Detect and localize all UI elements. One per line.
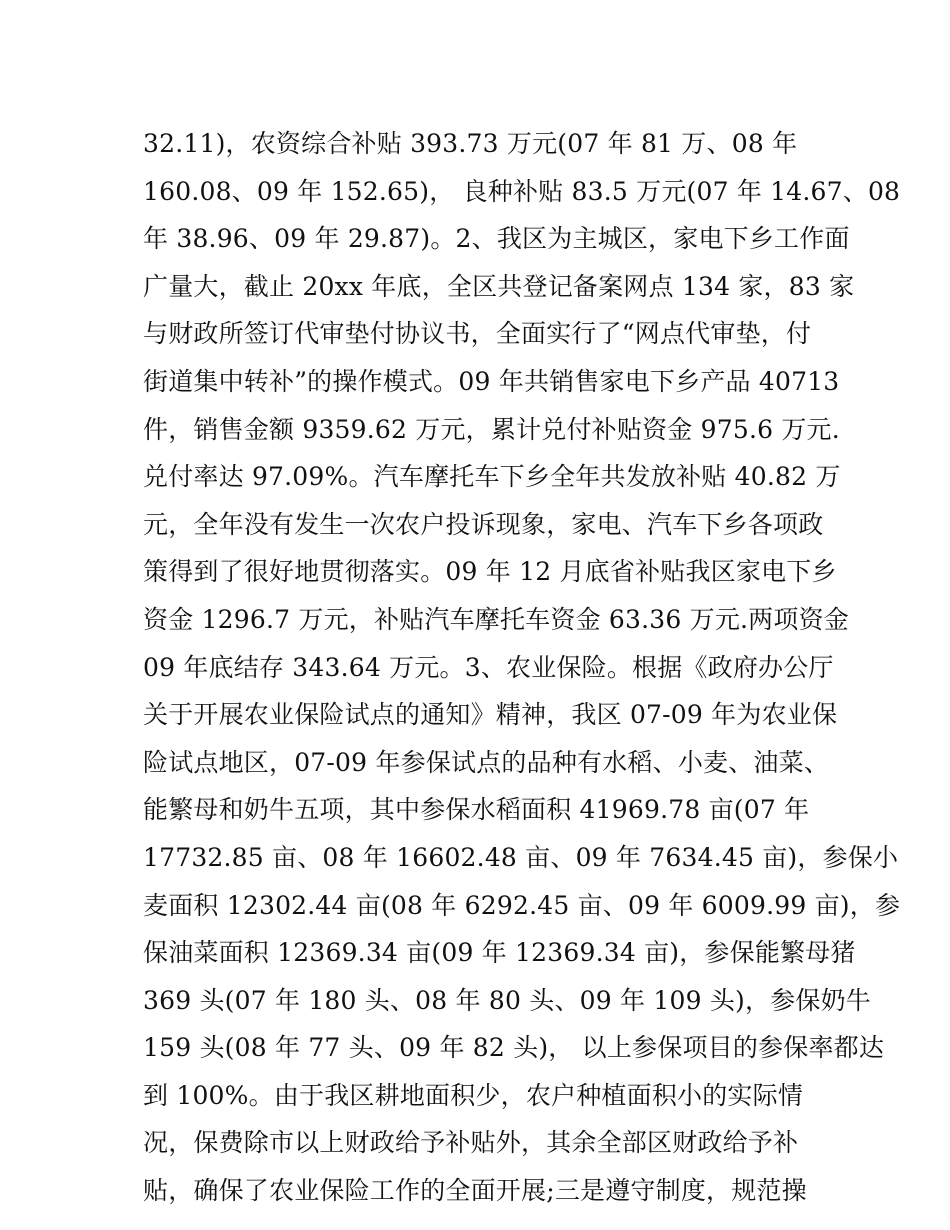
- text-line: 资金 1296.7 万元，补贴汽车摩托车资金 63.36 万元.两项资金: [143, 604, 849, 634]
- text-line: 到 100%。由于我区耕地面积少，农户种植面积小的实际情: [143, 1080, 804, 1110]
- text-line: 与财政所签订代审垫付协议书，全面实行了“网点代审垫，付: [143, 319, 812, 349]
- text-line: 街道集中转补”的操作模式。09 年共销售家电下乡产品 40713: [143, 366, 840, 396]
- text-line: 件，销售金额 9359.62 万元，累计兑付补贴资金 975.6 万元.: [143, 414, 840, 444]
- text-line: 况，保费除市以上财政给予补贴外，其余全部区财政给予补: [143, 1128, 799, 1158]
- text-line: 元，全年没有发生一次农户投诉现象，家电、汽车下乡各项政: [143, 509, 824, 539]
- text-line: 兑付率达 97.09%。汽车摩托车下乡全年共发放补贴 40.82 万: [143, 462, 841, 492]
- text-line: 关于开展农业保险试点的通知》精神，我区 07-09 年为农业保: [143, 700, 838, 730]
- text-line: 险试点地区，07-09 年参保试点的品种有水稻、小麦、油菜、: [143, 747, 830, 777]
- text-line: 32.11)，农资综合补贴 393.73 万元(07 年 81 万、08 年: [143, 129, 798, 158]
- text-line: 贴，确保了农业保险工作的全面开展;三是遵守制度，规范操: [143, 1176, 807, 1206]
- text-line: 159 头(08 年 77 头、09 年 82 头)， 以上参保项目的参保率都达: [143, 1033, 885, 1063]
- text-line: 369 头(07 年 180 头、08 年 80 头、09 年 109 头)，参保奶牛: [143, 985, 871, 1015]
- text-line: 160.08、09 年 152.65)， 良种补贴 83.5 万元(07 年 14.67、08: [143, 176, 901, 206]
- text-line: 09 年底结存 343.64 万元。3、农业保险。根据《政府办公厅: [143, 652, 834, 682]
- text-line: 能繁母和奶牛五项，其中参保水稻面积 41969.78 亩(07 年: [143, 795, 810, 825]
- text-line: 保油菜面积 12369.34 亩(09 年 12369.34 亩)，参保能繁母猪: [143, 938, 856, 968]
- text-line: 广量大，截止 20xx 年底，全区共登记备案网点 134 家，83 家: [143, 271, 855, 301]
- text-line: 17732.85 亩、08 年 16602.48 亩、09 年 7634.45 亩)，参保小: [143, 842, 899, 872]
- text-line: 策得到了很好地贯彻落实。09 年 12 月底省补贴我区家电下乡: [143, 557, 837, 587]
- text-line: 年 38.96、09 年 29.87)。2、我区为主城区，家电下乡工作面: [143, 224, 850, 254]
- body-text: [143, 120, 901, 1215]
- text-line: 麦面积 12302.44 亩(08 年 6292.45 亩、09 年 6009.99 亩)，参: [143, 890, 901, 920]
